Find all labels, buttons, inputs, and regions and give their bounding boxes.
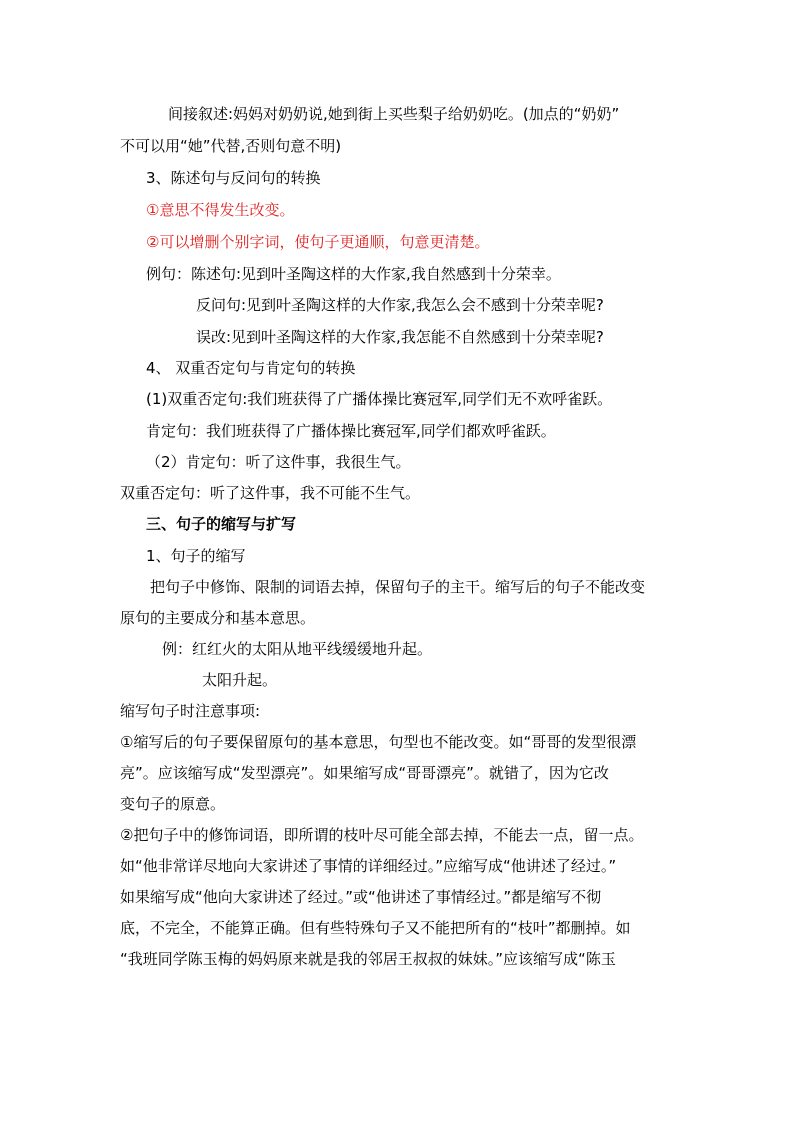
paragraph-line: 亮”。应该缩写成“发型漂亮”。如果缩写成“哥哥漂亮”。就错了，因为它改 [120,764,609,782]
paragraph-line: 变句子的原意。 [120,795,226,813]
paragraph-line: 底，不完全，不能算正确。但有些特殊句子又不能把所有的“枝叶”都删掉。如 [120,919,631,937]
indirect-narration-line: 间接叙述:妈妈对奶奶说,她到街上买些梨子给奶奶吃。(加点的“奶奶” [168,105,620,123]
example-rhetorical: 反问句:见到叶圣陶这样的大作家,我怎么会不感到十分荣幸呢? [196,296,604,314]
affirmative-example-1: 肯定句：我们班获得了广播体操比赛冠军,同学们都欢呼雀跃。 [146,422,556,440]
double-negative-example-1: (1)双重否定句:我们班获得了广播体操比赛冠军,同学们无不欢呼雀跃。 [146,390,613,408]
double-negative-example-2: 双重否定句：听了这件事，我不可能不生气。 [120,484,421,502]
example-condensed: 太阳升起。 [202,671,278,689]
rule-1-red: ①意思不得发生改变。 [146,201,295,219]
paragraph-line: “我班同学陈玉梅的妈妈原来就是我的邻居王叔叔的妹妹。”应该缩写成“陈玉 [120,950,616,968]
section-heading-3: 3、陈述句与反问句的转换 [146,169,321,187]
indirect-narration-note: 不可以用“她”代替,否则句意不明) [120,137,342,155]
paragraph-line: 把句子中修饰、限制的词语去掉，保留句子的主干。缩写后的句子不能改变 [150,578,646,596]
example-declarative: 例句：陈述句:见到叶圣陶这样的大作家,我自然感到十分荣幸。 [146,265,561,283]
paragraph-line: ②把句子中的修饰词语，即所谓的枝叶尽可能全部去掉，不能去一点，留一点。 [120,826,644,844]
paragraph-line: 原句的主要成分和基本意思。 [120,609,316,627]
paragraph-line: 如果缩写成“他向大家讲述了经过。”或“他讲述了事情经过。”都是缩写不彻 [120,888,602,906]
subheading-sentence-condensing: 1、句子的缩写 [146,547,246,565]
example-wrong: 误改:见到叶圣陶这样的大作家,我怎能不自然感到十分荣幸呢? [196,328,604,346]
section-heading-4: 4、 双重否定句与肯定句的转换 [146,359,356,377]
example-original: 例：红红火的太阳从地平线缓缓地升起。 [162,640,433,658]
notes-heading: 缩写句子时注意事项: [120,702,261,720]
chapter-heading-3: 三、句子的缩写与扩写 [146,515,297,533]
paragraph-line: 如“他非常详尽地向大家讲述了事情的详细经过。”应缩写成“他讲述了经过。” [120,857,617,875]
paragraph-line: ①缩写后的句子要保留原句的基本意思，句型也不能改变。如“哥哥的发型很漂 [120,733,637,751]
affirmative-example-2: （2）肯定句：听了这件事，我很生气。 [146,453,411,471]
rule-2-red: ②可以增删个别字词，使句子更通顺，句意更清楚。 [146,233,490,251]
